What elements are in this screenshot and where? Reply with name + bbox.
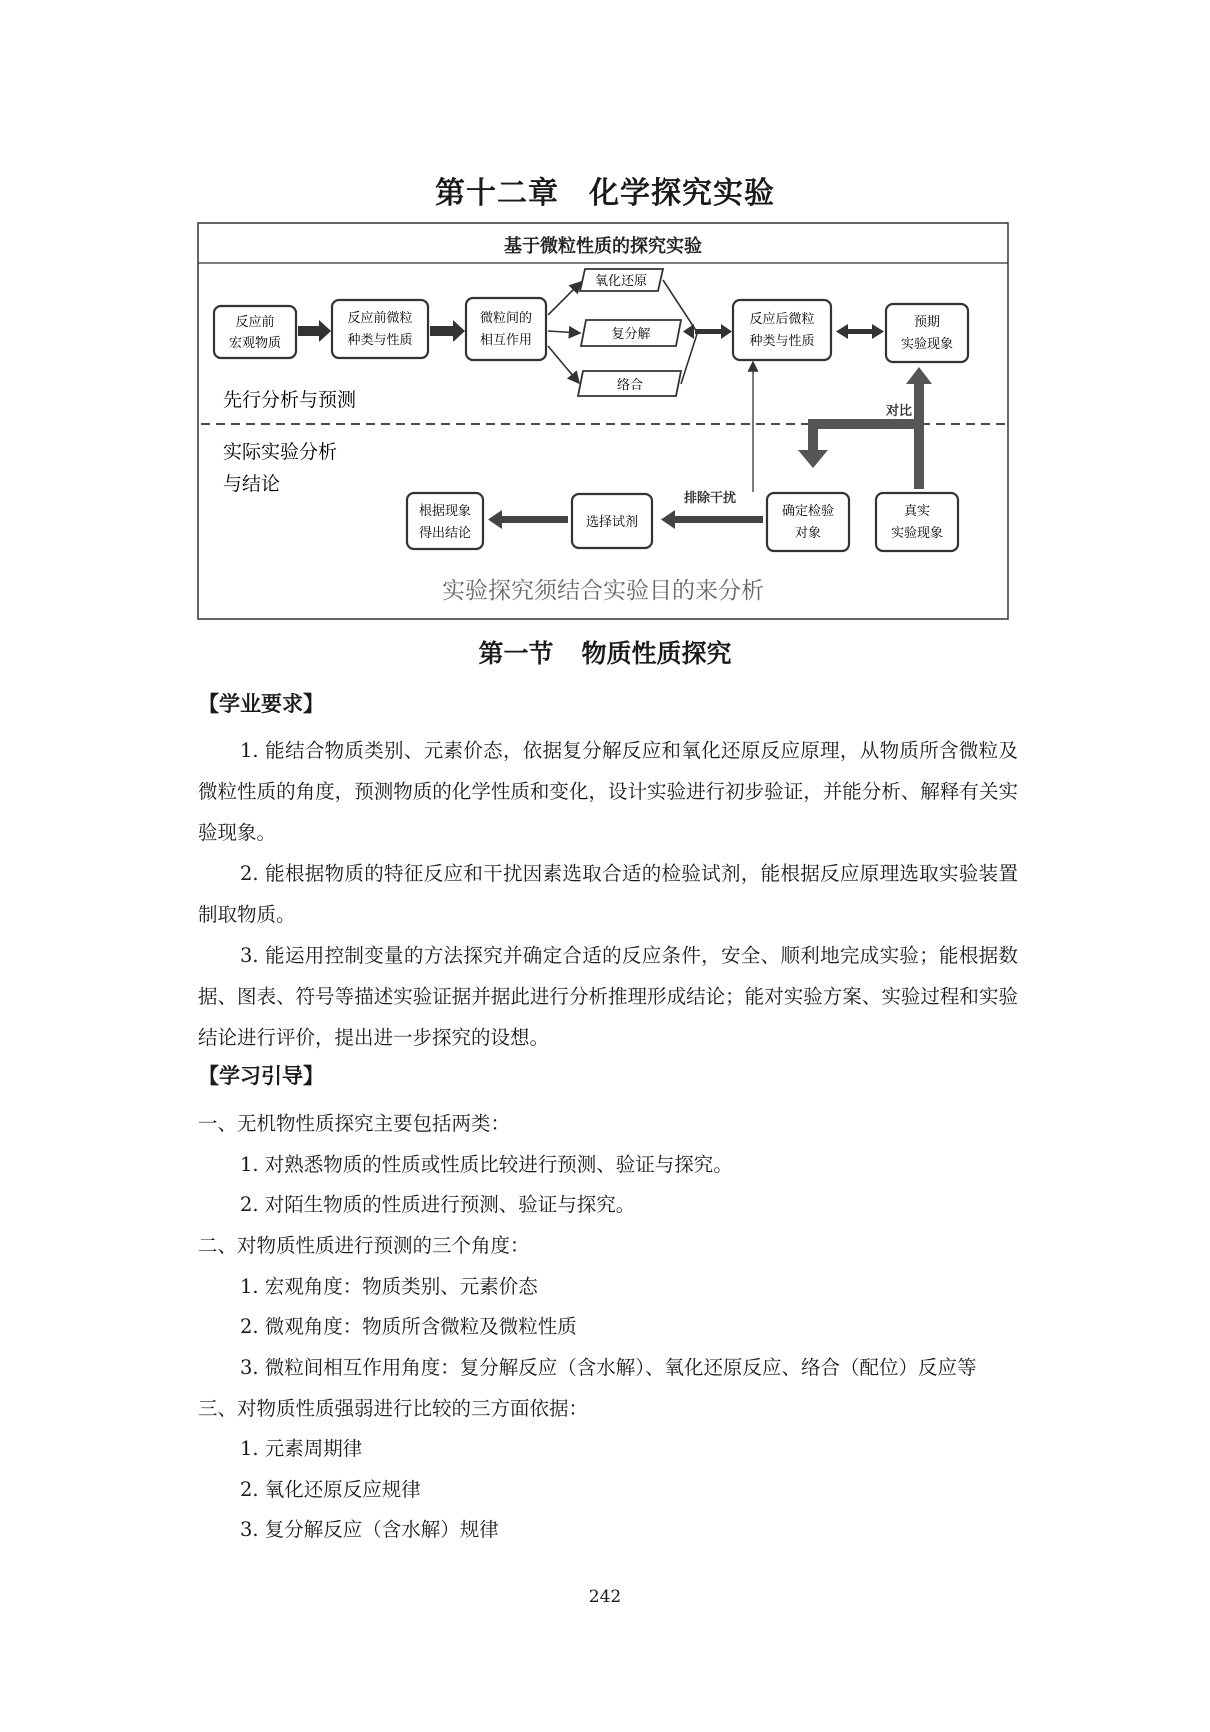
box-reagent	[572, 494, 652, 548]
box-conclusion	[407, 493, 483, 549]
svg-text:根据现象: 根据现象	[418, 504, 472, 519]
experiment-flow-diagram	[197, 222, 1009, 620]
upper-region-label: 先行分析与预测	[223, 389, 357, 411]
svg-text:真实: 真实	[903, 504, 931, 519]
svg-text:反应后微粒: 反应后微粒	[749, 312, 815, 327]
guide-heading: 【学习引导】	[198, 1064, 324, 1088]
box-complex	[578, 371, 681, 396]
guide-line-3: 2. 对陌生物质的性质进行预测、验证与探究。	[240, 1193, 636, 1216]
svg-text:得出结论: 得出结论	[418, 526, 472, 541]
guide-line-6: 2. 微观角度：物质所含微粒及微粒性质	[240, 1315, 577, 1338]
compare-label: 对比	[886, 404, 913, 419]
requirement-item-1: 1. 能结合物质类别、元素价态，依据复分解反应和氧化还原反应原理，从物质所含微粒及微粒性质的角度，预测物质的化学性质和变化，设计实验进行初步验证，并能分析、解释有关实验现象。	[198, 739, 1018, 844]
svg-text:实验现象: 实验现象	[890, 526, 944, 541]
section-label: 第一节	[478, 639, 554, 668]
guide-line-8: 三、对物质性质强弱进行比较的三方面依据：	[198, 1397, 589, 1420]
svg-text:种类与性质: 种类与性质	[749, 334, 815, 349]
svg-text:相互作用: 相互作用	[479, 333, 533, 348]
requirements-heading: 【学业要求】	[198, 692, 324, 716]
svg-text:对象: 对象	[794, 526, 822, 541]
svg-text:实验现象: 实验现象	[900, 337, 954, 352]
eliminate-label: 排除干扰	[684, 491, 737, 506]
svg-text:反应前微粒: 反应前微粒	[347, 311, 413, 326]
box-interaction	[466, 298, 546, 360]
svg-text:确定检验: 确定检验	[781, 504, 835, 519]
page-number: 242	[588, 1587, 622, 1607]
svg-text:预期: 预期	[913, 315, 941, 330]
chapter-title	[0, 168, 1210, 212]
guide-line-11: 3. 复分解反应（含水解）规律	[240, 1518, 499, 1541]
svg-text:反应前: 反应前	[235, 315, 275, 330]
box-redox	[580, 269, 663, 291]
requirement-item-2: 2. 能根据物质的特征反应和干扰因素选取合适的检验试剂，能根据反应原理选取实验装置制取物质。	[198, 862, 1018, 926]
box-predicted-phenomenon	[886, 304, 968, 362]
guide-line-7: 3. 微粒间相互作用角度：复分解反应（含水解）、氧化还原反应、络合（配位）反应等	[240, 1356, 977, 1379]
svg-text:氧化还原: 氧化还原	[594, 274, 648, 289]
guide-line-2: 1. 对熟悉物质的性质或性质比较进行预测、验证与探究。	[240, 1153, 733, 1176]
svg-text:复分解: 复分解	[611, 327, 651, 342]
requirement-item-3: 3. 能运用控制变量的方法探究并确定合适的反应条件，安全、顺利地完成实验；能根据数据、图表、符号等描述实验证据并据此进行分析推理形成结论；能对实验方案、实验过程和实验结论进行评价，提出进一步探究的设想。	[198, 944, 1018, 1049]
lower-region-label-2: 与结论	[223, 473, 281, 495]
section-name: 物质性质探究	[581, 639, 732, 668]
svg-text:选择试剂: 选择试剂	[585, 515, 639, 530]
guide-line-10: 2. 氧化还原反应规律	[240, 1478, 421, 1501]
box-real-phenomenon	[876, 493, 958, 551]
diagram-footer: 实验探究须结合实验目的来分析	[442, 578, 764, 604]
guide-line-9: 1. 元素周期律	[240, 1437, 363, 1460]
guide-line-1: 一、无机物性质探究主要包括两类：	[198, 1112, 511, 1135]
box-target	[767, 493, 849, 551]
guide-line-5: 1. 宏观角度：物质类别、元素价态	[240, 1275, 538, 1298]
lower-region-label-1: 实际实验分析	[223, 441, 338, 463]
svg-text:微粒间的: 微粒间的	[479, 311, 533, 326]
guide-line-4: 二、对物质性质进行预测的三个角度：	[198, 1234, 530, 1257]
svg-text:宏观物质: 宏观物质	[228, 336, 282, 351]
diagram-title: 基于微粒性质的探究实验	[504, 236, 702, 257]
svg-text:络合: 络合	[616, 378, 644, 393]
svg-text:种类与性质: 种类与性质	[347, 333, 413, 348]
box-micro-before	[332, 300, 428, 358]
box-macro-before	[214, 306, 296, 358]
box-double-decomposition	[581, 320, 681, 346]
chapter-name: 化学探究实验	[589, 176, 775, 211]
section-title	[0, 634, 1210, 670]
box-micro-after	[733, 300, 831, 360]
chapter-label: 第十二章	[435, 176, 559, 211]
